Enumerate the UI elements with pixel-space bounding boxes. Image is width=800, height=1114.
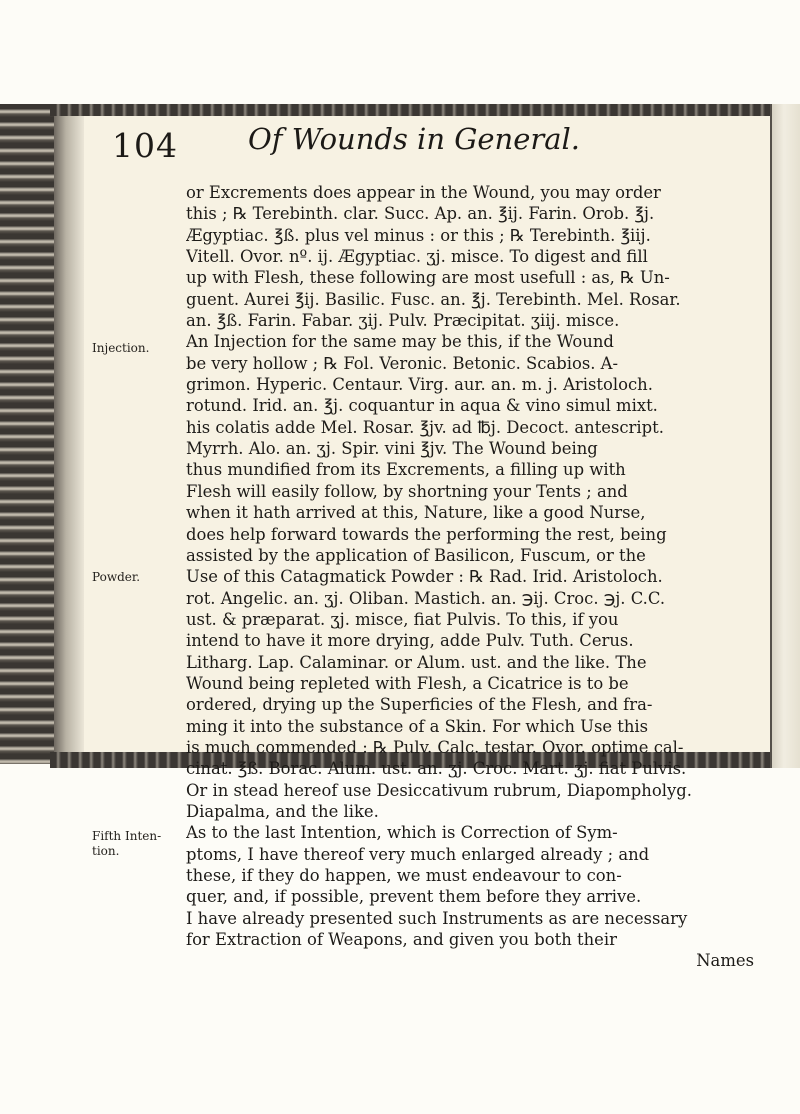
- book-binding: [0, 104, 57, 764]
- text-line: this ; ℞ Terebinth. clar. Succ. Ap. an. ℥ij. Farin. Orob. ℥j.: [186, 204, 655, 224]
- text-line: these, if they do happen, we must endeavour to con-: [186, 866, 622, 885]
- text-line: grimon. Hyperic. Centaur. Virg. aur. an. m. j. Aristoloch.: [186, 375, 653, 395]
- text-line: an. ℥ß. Farin. Fabar. ʒij. Pulv. Præcipitat. ʒiij. misce.: [186, 311, 620, 331]
- text-line: Use of this Catagmatick Powder : ℞ Rad. Irid. Aristoloch.: [186, 567, 663, 587]
- body-text: [186, 182, 754, 972]
- text-line: ust. & præparat. ʒj. misce, fiat Pulvis. To this, if you: [186, 609, 619, 629]
- text-line: assisted by the application of Basilicon, Fuscum, or the: [186, 545, 646, 565]
- text-line: or Excrements does appear in the Wound, you may order: [186, 183, 661, 202]
- text-line: ptoms, I have thereof very much enlarged already ; and: [186, 844, 650, 864]
- right-page-edge: [770, 104, 800, 768]
- text-line: guent. Aurei ℥ij. Basilic. Fusc. an. ℥j. Terebinth. Mel. Rosar.: [186, 289, 681, 309]
- text-line: I have already presented such Instruments as are necessary: [186, 908, 688, 928]
- margin-note-fifth-intention: Fifth Inten- tion.: [92, 829, 162, 858]
- text-line: does help forward towards the performing the rest, being: [186, 524, 667, 544]
- text-line: Flesh will easily follow, by shortning your Tents ; and: [186, 481, 628, 501]
- text-line: cinat. ℥ß. Borac. Alum. ust. an. ʒj. Croc. Mart. ʒj. fiat Pulvis.: [186, 759, 687, 779]
- text-line: ordered, drying up the Superficies of the Flesh, and fra-: [186, 695, 653, 715]
- text-line: intend to have it more drying, adde Pulv. Tuth. Cerus.: [186, 631, 634, 651]
- text-line: be very hollow ; ℞ Fol. Veronic. Betonic. Scabios. A-: [186, 353, 619, 373]
- text-line: when it hath arrived at this, Nature, like a good Nurse,: [186, 503, 646, 523]
- text-line: Vitell. Ovor. nº. ij. Ægyptiac. ʒj. misce. To digest and fill: [186, 247, 648, 267]
- text-line: rotund. Irid. an. ℥j. coquantur in aqua & vino simul mixt.: [186, 396, 658, 416]
- text-line: ming it into the substance of a Skin. For which Use this: [186, 716, 649, 736]
- text-line: Or in stead hereof use Desiccativum rubrum, Diapompholyg.: [186, 780, 692, 800]
- text-line: thus mundified from its Excrements, a filling up with: [186, 460, 626, 480]
- text-line: Wound being repleted with Flesh, a Cicatrice is to be: [186, 673, 629, 693]
- margin-note-powder: Powder.: [92, 570, 141, 584]
- catchword: Names: [696, 951, 754, 971]
- margin-note-injection: Injection.: [92, 341, 150, 355]
- text-line: his colatis adde Mel. Rosar. ℥jv. ad ℔j. Decoct. antescript.: [186, 417, 664, 437]
- text-line: An Injection for the same may be this, if the Wound: [186, 332, 614, 352]
- text-line: Diapalma, and the like.: [186, 801, 379, 821]
- text-line: Litharg. Lap. Calaminar. or Alum. ust. and the like. The: [186, 652, 647, 672]
- running-head: Of Wounds in General.: [248, 122, 581, 156]
- text-line: up with Flesh, these following are most usefull : as, ℞ Un-: [186, 268, 670, 288]
- top-page-edge: [50, 104, 770, 116]
- text-line: As to the last Intention, which is Correction of Sym-: [186, 823, 618, 843]
- page-number: 104: [112, 126, 178, 165]
- text-line: Myrrh. Alo. an. ʒj. Spir. vini ℥jv. The Wound being: [186, 439, 598, 459]
- text-line: quer, and, if possible, prevent them before they arrive.: [186, 887, 642, 907]
- text-line: is much commended : ℞ Pulv. Calc. testar. Ovor. optime cal-: [186, 737, 684, 757]
- page-gutter: [54, 112, 84, 758]
- text-line: Ægyptiac. ℥ß. plus vel minus : or this ; ℞ Terebinth. ℥iij.: [186, 225, 651, 245]
- text-line: for Extraction of Weapons, and given you both their: [186, 930, 617, 950]
- text-line: rot. Angelic. an. ʒj. Oliban. Mastich. an. ℈ij. Croc. ℈j. C.C.: [186, 588, 666, 608]
